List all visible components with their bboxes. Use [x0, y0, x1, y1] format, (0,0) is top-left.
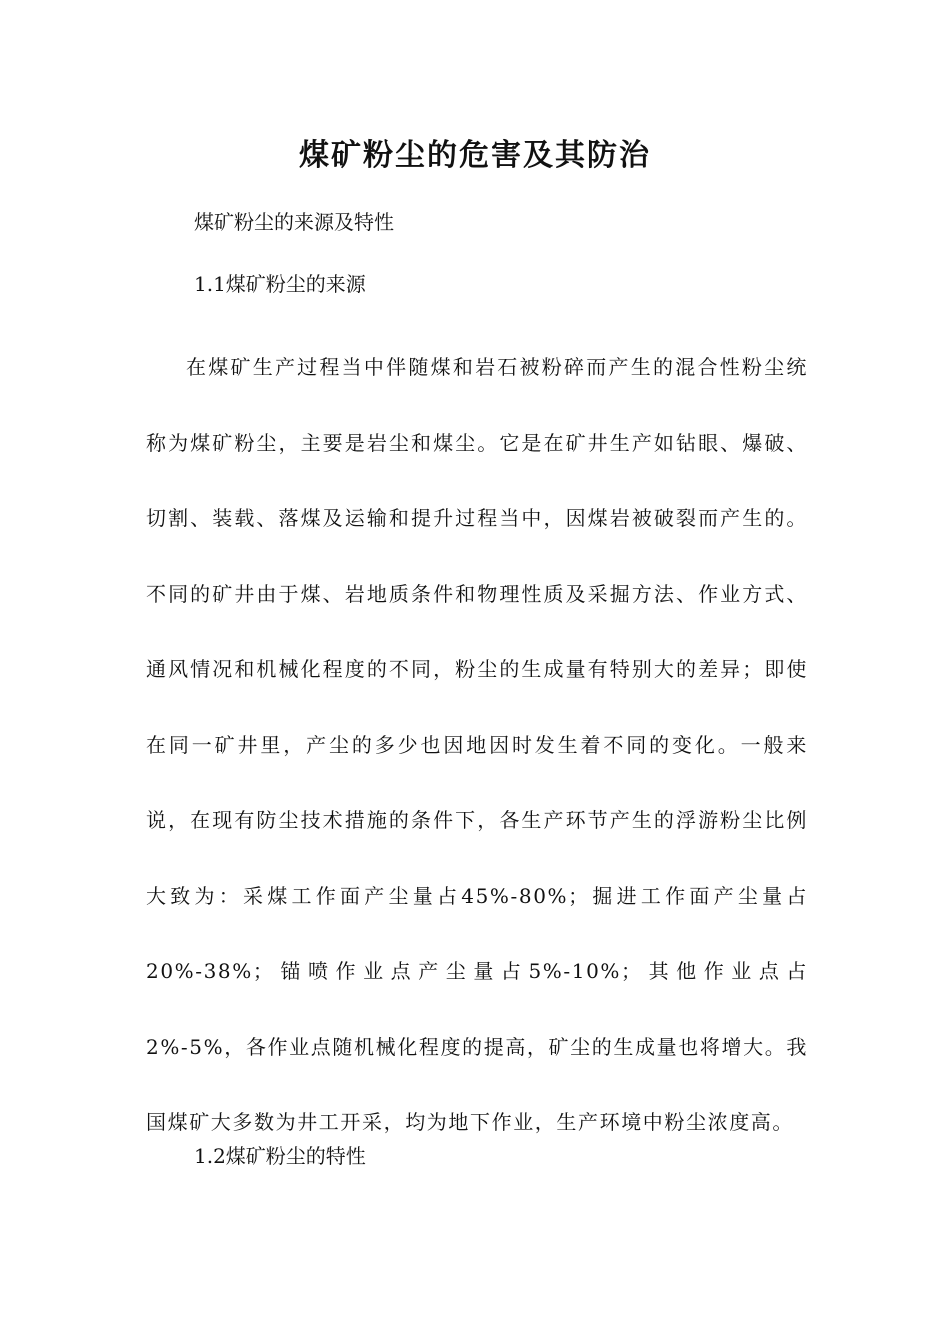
body-paragraph: 在煤矿生产过程当中伴随煤和岩石被粉碎而产生的混合性粉尘统称为煤矿粉尘，主要是岩尘和煤尘。它是在矿井生产如钻眼、爆破、切割、装载、落煤及运输和提升过程当中，因煤岩被破裂而产生的。不同的矿井由于煤、岩地质条件和物理性质及采掘方法、作业方式、通风情况和机械化程度的不同，粉尘的生成量有特别大的差异；即使在同一矿井里，产尘的多少也因地因时发生着不同的变化。一般来说，在现有防尘技术措施的条件下，各生产环节产生的浮游粉尘比例大致为：采煤工作面产尘量占45%-80%；掘进工作面产尘量占20%-38%；锚喷作业点产尘量占5%-10%；其他作业点占2%-5%，各作业点随机械化程度的提高，矿尘的生成量也将增大。我国煤矿大多数为井工开采，均为地下作业，生产环境中粉尘浓度高。: [146, 355, 808, 1134]
subsection-heading-properties: 1.2煤矿粉尘的特性: [194, 1144, 366, 1168]
section-heading: 煤矿粉尘的来源及特性: [194, 210, 394, 234]
document-title: 煤矿粉尘的危害及其防治: [299, 138, 651, 173]
subsection-heading-origin: 1.1煤矿粉尘的来源: [194, 272, 366, 296]
